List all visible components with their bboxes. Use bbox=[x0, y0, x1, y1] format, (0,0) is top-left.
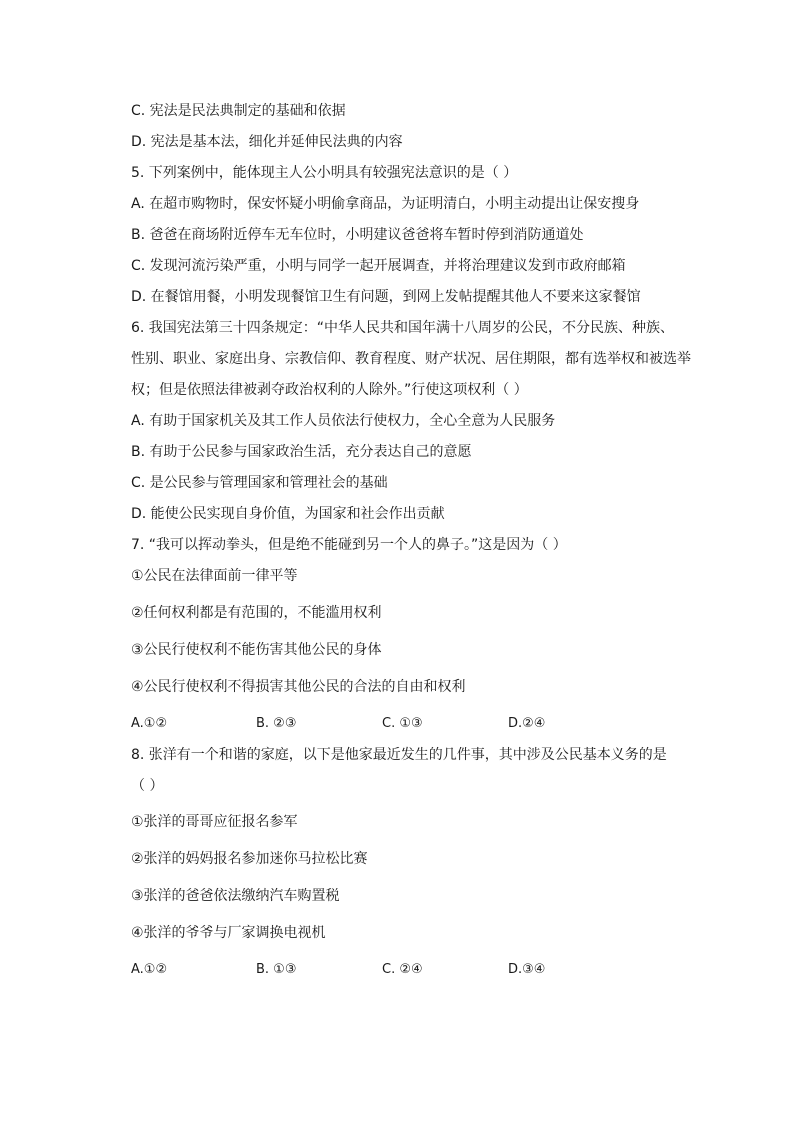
q5-option-a: A. 在超市购物时，保安怀疑小明偷拿商品，为证明清白，小明主动提出让保安搜身 bbox=[131, 196, 640, 212]
q8-item-3: ③张洋的爸爸依法缴纳汽车购置税 bbox=[131, 888, 340, 904]
q5-stem: 5. 下列案例中，能体现主人公小明具有较强宪法意识的是（ ） bbox=[131, 165, 518, 181]
q8-item-4: ④张洋的爷爷与厂家调换电视机 bbox=[131, 925, 326, 941]
q8-item-1: ①张洋的哥哥应征报名参军 bbox=[131, 814, 298, 830]
q8-option-d: D.③④ bbox=[508, 962, 546, 977]
q6-stem-line-3: 权；但是依照法律被剥夺政治权利的人除外。”行使这项权利（ ） bbox=[131, 382, 528, 398]
q7-stem: 7. “我可以挥动拳头，但是绝不能碰到另一个人的鼻子。”这是因为（ ） bbox=[131, 537, 567, 553]
q7-option-c: C. ①③ bbox=[382, 716, 423, 731]
q6-option-b: B. 有助于公民参与国家政治生活，充分表达自己的意愿 bbox=[131, 444, 472, 460]
q8-item-2: ②张洋的妈妈报名参加迷你马拉松比赛 bbox=[131, 851, 368, 867]
q7-item-4: ④公民行使权利不得损害其他公民的合法的自由和权利 bbox=[131, 679, 466, 695]
q7-option-a: A.①② bbox=[131, 716, 168, 731]
q6-stem-line-2: 性别、职业、家庭出身、宗教信仰、教育程度、财产状况、居住期限，都有选举权和被选举 bbox=[131, 351, 691, 367]
q8-stem-line-2: （ ） bbox=[131, 778, 164, 794]
q4-option-d: D. 宪法是基本法，细化并延伸民法典的内容 bbox=[131, 134, 403, 150]
q7-option-d: D.②④ bbox=[508, 716, 546, 731]
q8-option-a: A.①② bbox=[131, 962, 168, 977]
q4-option-c: C. 宪法是民法典制定的基础和依据 bbox=[131, 103, 346, 119]
q6-option-a: A. 有助于国家机关及其工作人员依法行使权力，全心全意为人民服务 bbox=[131, 413, 556, 429]
q7-option-b: B. ②③ bbox=[256, 716, 297, 731]
q5-option-d: D. 在餐馆用餐，小明发现餐馆卫生有问题，到网上发帖提醒其他人不要来这家餐馆 bbox=[131, 289, 641, 305]
q6-stem-line-1: 6. 我国宪法第三十四条规定：“中华人民共和国年满十八周岁的公民，不分民族、种族、 bbox=[131, 320, 675, 336]
q8-option-b: B. ①③ bbox=[256, 962, 297, 977]
q6-option-d: D. 能使公民实现自身价值，为国家和社会作出贡献 bbox=[131, 506, 445, 522]
q8-stem-line-1: 8. 张洋有一个和谐的家庭，以下是他家最近发生的几件事，其中涉及公民基本义务的是 bbox=[131, 747, 667, 763]
q5-option-c: C. 发现河流污染严重，小明与同学一起开展调查，并将治理建议发到市政府邮箱 bbox=[131, 258, 626, 274]
q7-item-1: ①公民在法律面前一律平等 bbox=[131, 568, 298, 584]
q7-item-2: ②任何权利都是有范围的，不能滥用权利 bbox=[131, 605, 382, 621]
q8-option-c: C. ②④ bbox=[382, 962, 423, 977]
q6-option-c: C. 是公民参与管理国家和管理社会的基础 bbox=[131, 475, 388, 491]
q5-option-b: B. 爸爸在商场附近停车无车位时，小明建议爸爸将车暂时停到消防通道处 bbox=[131, 227, 584, 243]
q7-item-3: ③公民行使权利不能伤害其他公民的身体 bbox=[131, 642, 382, 658]
